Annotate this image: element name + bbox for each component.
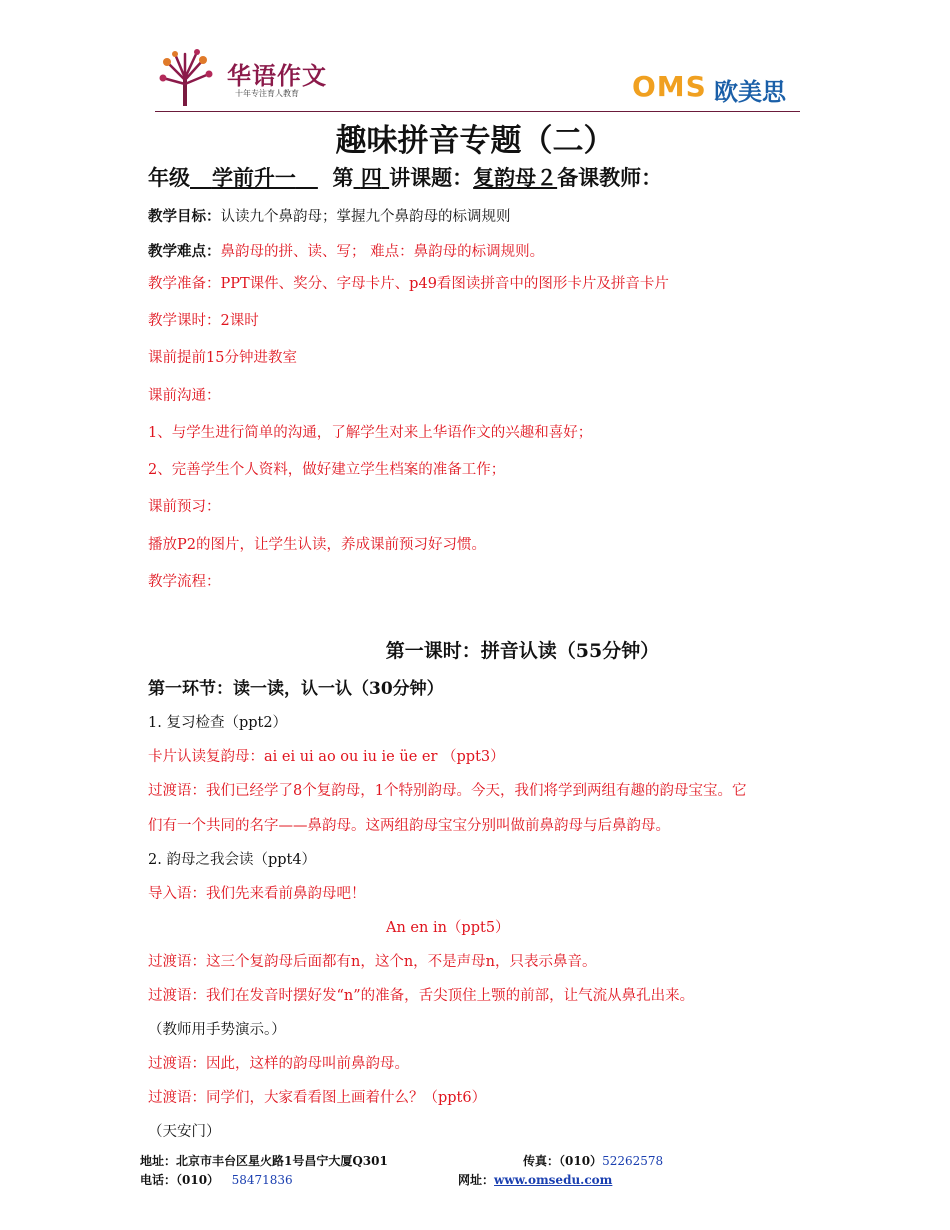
- lecture-prefix: 第: [332, 165, 354, 190]
- difficulty-line: [148, 240, 544, 261]
- lesson-line: 过渡语：同学们，大家看看图上画着什么？（ppt6）: [148, 1090, 487, 1106]
- objective-line: [148, 205, 511, 226]
- fax-number: 52262578: [602, 1154, 664, 1168]
- footer-address: 地址：北京市丰台区星火路1号昌宁大厦Q301: [140, 1154, 388, 1168]
- lesson-line: 过渡语：这三个复韵母后面都有n，这个n，不是声母n，只表示鼻音。: [148, 954, 597, 970]
- header-divider: [155, 111, 800, 112]
- lecture-suffix: 讲课题：: [389, 165, 474, 190]
- tree-logo-icon: [155, 48, 217, 108]
- footer-fax: [523, 1152, 663, 1169]
- lesson-line: 过渡语：我们在发音时摆好发“n”的准备，舌尖顶住上颚的前部，让气流从鼻孔出来。: [148, 988, 695, 1004]
- lesson-line: An en in（ppt5）: [386, 920, 510, 936]
- document-title: 趣味拼音专题（二）: [335, 123, 615, 159]
- section-heading: 第一环节：读一读，认一认（30分钟）: [148, 679, 444, 699]
- lesson-line: 们有一个共同的名字——鼻韵母。这两组韵母宝宝分别叫做前鼻韵母与后鼻韵母。: [148, 818, 670, 834]
- partner-name: 欧美思: [714, 78, 786, 106]
- lesson-line: 卡片认读复韵母：ai ei ui ao ou iu ie üe er （ppt3）: [148, 749, 505, 765]
- comm-item-2: 2、完善学生个人资料，做好建立学生档案的准备工作；: [148, 462, 506, 478]
- brand-slogan: 十年专注育人教育: [235, 89, 299, 98]
- partner-logo-text: OMS: [632, 70, 707, 103]
- lesson-topic: 复韵母２: [473, 165, 558, 190]
- objective-label: 教学目标：: [148, 208, 221, 225]
- arrive-line: 课前提前15分钟进教室: [148, 350, 297, 366]
- brand-logo: [155, 48, 335, 108]
- brand-name: 华语作文: [227, 62, 327, 90]
- prep-line: 教学准备：PPT课件、奖分、字母卡片、p49看图读拼音中的图形卡片及拼音卡片: [148, 276, 669, 292]
- partner-logo: [632, 70, 802, 104]
- lesson-line: 过渡语：因此，这样的韵母叫前鼻韵母。: [148, 1056, 409, 1072]
- objective-text: 认读九个鼻韵母；掌握九个鼻韵母的标调规则: [220, 209, 511, 225]
- phone-number: 58471836: [231, 1173, 293, 1187]
- preview-text: 播放P2的图片，让学生认读，养成课前预习好习惯。: [148, 537, 486, 553]
- lesson-line: 2. 韵母之我会读（ppt4）: [148, 852, 317, 868]
- footer-phone: [140, 1171, 293, 1188]
- lesson-heading: 第一课时：拼音认读（55分钟）: [385, 640, 660, 662]
- grade-line: [148, 162, 662, 192]
- difficulty-label: 教学难点：: [148, 243, 221, 260]
- phone-label: 电话：（010）: [140, 1173, 220, 1187]
- grade-value: 学前升一: [211, 165, 296, 190]
- difficulty-text: 鼻韵母的拼、读、写； 难点：鼻韵母的标调规则。: [220, 244, 545, 260]
- lesson-line: 过渡语：我们已经学了8个复韵母，1个特别韵母。今天，我们将学到两组有趣的韵母宝宝。它: [148, 783, 747, 799]
- lesson-line: 1. 复习检查（ppt2）: [148, 715, 288, 731]
- lesson-line: （教师用手势演示。）: [148, 1022, 286, 1038]
- footer-web: [458, 1171, 612, 1188]
- website-link[interactable]: www.omsedu.com: [494, 1173, 613, 1187]
- web-label: 网址：: [458, 1173, 495, 1187]
- preview-label: 课前预习：: [148, 499, 221, 515]
- flow-label: 教学流程：: [148, 574, 221, 590]
- lecture-number: 四: [360, 165, 382, 190]
- comm-label: 课前沟通：: [148, 388, 221, 404]
- comm-item-1: 1、与学生进行简单的沟通，了解学生对来上华语作文的兴趣和喜好；: [148, 425, 593, 441]
- teacher-label: 备课教师：: [557, 165, 663, 190]
- lesson-line: （天安门）: [148, 1124, 221, 1140]
- fax-label: 传真：（010）: [523, 1154, 603, 1168]
- lesson-line: 导入语：我们先来看前鼻韵母吧！: [148, 886, 366, 902]
- grade-label: 年级: [148, 165, 190, 190]
- hours-line: 教学课时：2课时: [148, 313, 259, 329]
